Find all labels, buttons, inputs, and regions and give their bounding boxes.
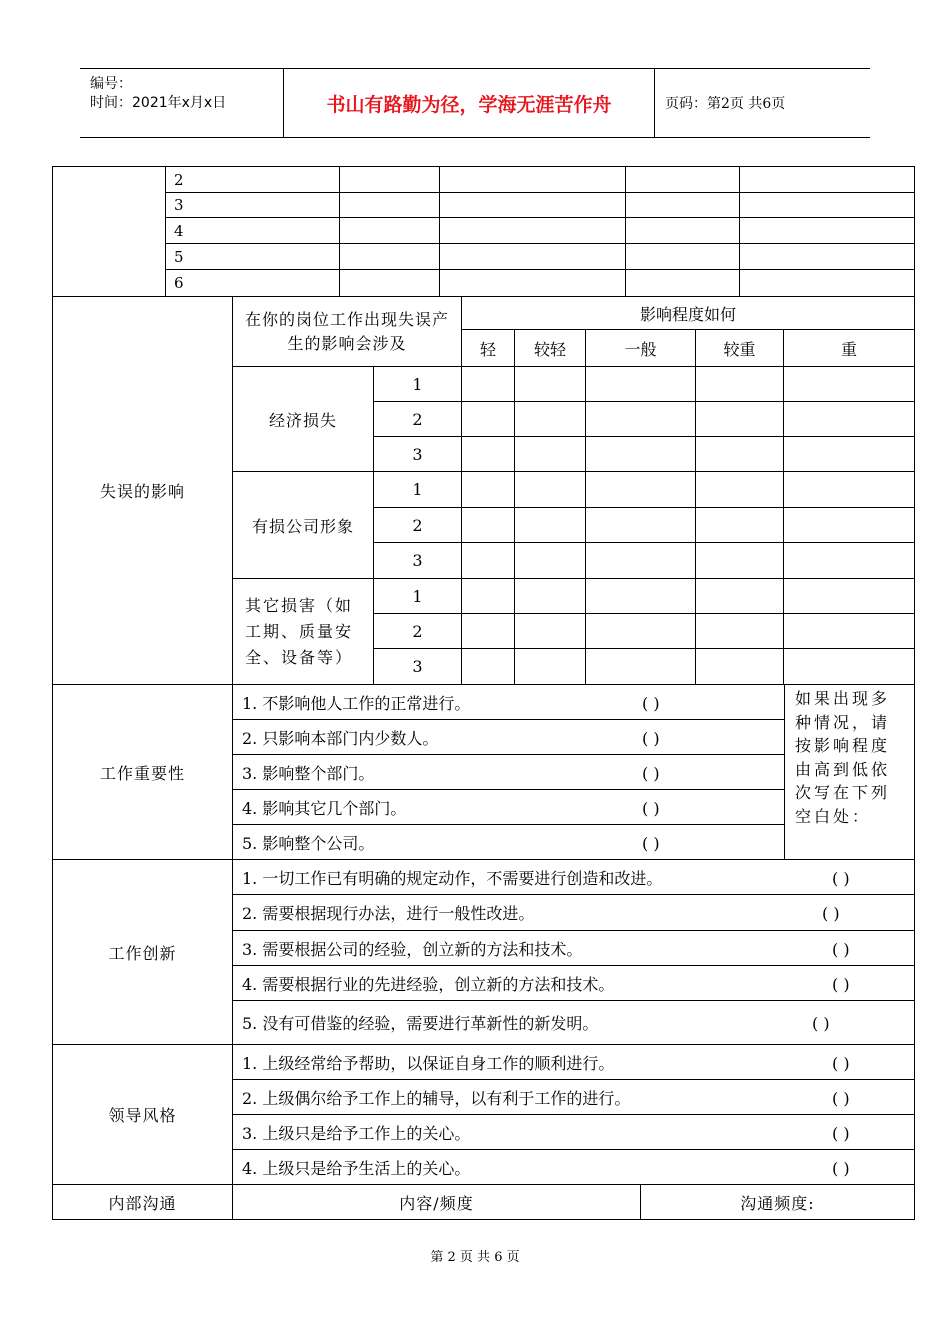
blank-cell[interactable] [440,244,626,270]
level-header: 一般 [586,330,696,367]
impact-degree-header: 影响程度如何 [462,297,915,330]
rating-cell[interactable] [462,472,515,508]
answer-paren[interactable]: ( ) [832,1158,850,1178]
rating-cell[interactable] [586,543,696,579]
blank-cell[interactable] [626,193,740,218]
rating-cell[interactable] [696,472,784,508]
rating-cell[interactable] [696,614,784,649]
rating-cell[interactable] [784,367,915,402]
rating-cell[interactable] [586,508,696,543]
row-number: 5 [166,244,340,270]
rating-cell[interactable] [515,543,586,579]
blank-cell[interactable] [440,270,626,297]
rating-cell[interactable] [784,579,915,614]
option-text: 2. 只影响本部门内少数人。 [242,728,439,748]
importance-option[interactable] [233,790,785,825]
rating-cell[interactable] [784,508,915,543]
rating-cell[interactable] [586,614,696,649]
option-text: 1. 不影响他人工作的正常进行。 [242,693,471,713]
continued-rows-table [52,166,915,297]
answer-paren[interactable]: ( ) [832,974,850,994]
blank-label-cell [53,167,166,297]
option-text: 3. 上级只是给予工作上的关心。 [242,1123,471,1143]
rating-cell[interactable] [696,367,784,402]
impact-row-number: 1 [374,472,462,508]
rating-cell[interactable] [515,402,586,437]
answer-paren[interactable]: ( ) [822,904,840,923]
importance-option[interactable] [233,825,785,860]
row-number: 3 [166,193,340,218]
rating-cell[interactable] [586,437,696,472]
level-header: 较重 [696,330,784,367]
answer-paren[interactable]: ( ) [832,1053,850,1073]
innovation-option[interactable] [233,966,915,1001]
option-text: 4. 需要根据行业的先进经验，创立新的方法和技术。 [242,974,615,994]
option-text: 4. 影响其它几个部门。 [242,798,407,818]
rating-cell[interactable] [696,579,784,614]
leadership-option[interactable] [233,1115,915,1150]
leadership-option[interactable] [233,1080,915,1115]
blank-cell[interactable] [740,244,915,270]
answer-paren[interactable]: ( ) [642,798,660,818]
option-text: 3. 影响整个部门。 [242,763,375,783]
answer-paren[interactable]: ( ) [832,868,850,888]
rating-cell[interactable] [586,579,696,614]
option-text: 1. 上级经常给予帮助，以保证自身工作的顺利进行。 [242,1053,615,1073]
impact-group-label: 其它损害（如工期、质量安全、设备等） [233,579,374,685]
row-number: 4 [166,218,340,244]
leadership-option[interactable] [233,1045,915,1080]
header-meta [80,69,284,137]
rating-cell[interactable] [696,437,784,472]
row-number: 6 [166,270,340,297]
importance-label: 工作重要性 [53,685,233,860]
rating-cell[interactable] [784,402,915,437]
blank-cell[interactable] [626,167,740,193]
option-text: 1. 一切工作已有明确的规定动作，不需要进行创造和改进。 [242,868,663,888]
page-footer: 第 2 页 共 6 页 [430,1250,520,1265]
blank-cell[interactable] [740,167,915,193]
rating-cell[interactable] [586,472,696,508]
level-header: 轻 [462,330,515,367]
job-characteristics-table [52,684,915,1220]
answer-paren[interactable]: ( ) [642,693,660,713]
answer-paren[interactable]: ( ) [812,1014,830,1033]
innovation-option[interactable] [233,895,915,931]
rating-cell[interactable] [784,437,915,472]
impact-table [52,296,915,685]
page-code: 页码：第2页 共6页 [665,96,786,112]
importance-option[interactable] [233,685,785,720]
rating-cell[interactable] [515,649,586,685]
rating-cell[interactable] [462,437,515,472]
rating-cell[interactable] [462,614,515,649]
page-header [80,68,870,138]
rating-cell[interactable] [462,579,515,614]
innovation-label: 工作创新 [53,860,233,1045]
rating-cell[interactable] [586,367,696,402]
blank-cell[interactable] [740,193,915,218]
option-text: 4. 上级只是给予生活上的关心。 [242,1158,471,1178]
answer-paren[interactable]: ( ) [832,939,850,959]
answer-paren[interactable]: ( ) [642,833,660,853]
answer-paren[interactable]: ( ) [832,1123,850,1143]
rating-cell[interactable] [696,402,784,437]
rating-cell[interactable] [515,367,586,402]
rating-cell[interactable] [462,508,515,543]
blank-cell[interactable] [340,244,440,270]
blank-cell[interactable] [340,270,440,297]
answer-paren[interactable]: ( ) [832,1088,850,1108]
rating-cell[interactable] [696,543,784,579]
blank-cell[interactable] [340,167,440,193]
rating-cell[interactable] [515,508,586,543]
blank-cell[interactable] [626,244,740,270]
rating-cell[interactable] [784,614,915,649]
rating-cell[interactable] [586,402,696,437]
impact-row-number: 2 [374,508,462,543]
rating-cell[interactable] [784,472,915,508]
rating-cell[interactable] [515,437,586,472]
impact-section-label: 失误的影响 [53,297,233,685]
impact-row-number: 2 [374,614,462,649]
rating-cell[interactable] [586,649,696,685]
rating-cell[interactable] [515,472,586,508]
rating-cell[interactable] [784,649,915,685]
option-text: 2. 上级偶尔给予工作上的辅导，以有利于工作的进行。 [242,1088,631,1108]
communication-content-label: 内容/频度 [233,1185,641,1220]
rating-cell[interactable] [515,614,586,649]
impact-row-number: 3 [374,437,462,472]
rating-cell[interactable] [462,367,515,402]
leadership-option[interactable] [233,1150,915,1185]
rating-cell[interactable] [462,402,515,437]
blank-cell[interactable] [340,218,440,244]
time-label: 时间：2021年x月x日 [90,95,227,111]
impact-row-number: 1 [374,367,462,402]
blank-cell[interactable] [626,270,740,297]
blank-cell[interactable] [740,270,915,297]
row-number: 2 [166,167,340,193]
number-label: 编号： [90,76,132,92]
impact-question: 在你的岗位工作出现失误产生的影响会涉及 [233,297,462,367]
option-text: 3. 需要根据公司的经验，创立新的方法和技术。 [242,939,583,959]
rating-cell[interactable] [696,508,784,543]
blank-cell[interactable] [440,193,626,218]
innovation-option[interactable] [233,931,915,966]
importance-note: 如果出现多种情况，请按影响程度由高到低依次写在下列空白处： [785,685,915,860]
importance-option[interactable] [233,720,785,755]
level-header: 重 [784,330,915,367]
answer-paren[interactable]: ( ) [642,763,660,783]
communication-frequency-label: 沟通频度: [641,1185,915,1220]
level-header: 较轻 [515,330,586,367]
rating-cell[interactable] [462,649,515,685]
answer-paren[interactable]: ( ) [642,728,660,748]
rating-cell[interactable] [515,579,586,614]
blank-cell[interactable] [740,218,915,244]
blank-cell[interactable] [440,218,626,244]
rating-cell[interactable] [784,543,915,579]
impact-row-number: 1 [374,579,462,614]
impact-row-number: 3 [374,649,462,685]
impact-row-number: 3 [374,543,462,579]
option-text: 2. 需要根据现行办法，进行一般性改进。 [242,904,535,923]
importance-option[interactable] [233,755,785,790]
impact-group-label: 有损公司形象 [233,472,374,579]
rating-cell[interactable] [462,543,515,579]
leadership-label: 领导风格 [53,1045,233,1185]
innovation-option[interactable] [233,860,915,895]
blank-cell[interactable] [626,218,740,244]
rating-cell[interactable] [696,649,784,685]
innovation-option[interactable] [233,1001,915,1045]
blank-cell[interactable] [340,193,440,218]
impact-group-label: 经济损失 [233,367,374,472]
option-text: 5. 没有可借鉴的经验，需要进行革新性的新发明。 [242,1014,599,1033]
motto: 书山有路勤为径，学海无涯苦作舟 [284,69,655,137]
impact-row-number: 2 [374,402,462,437]
communication-label: 内部沟通 [53,1185,233,1220]
option-text: 5. 影响整个公司。 [242,833,375,853]
blank-cell[interactable] [440,167,626,193]
